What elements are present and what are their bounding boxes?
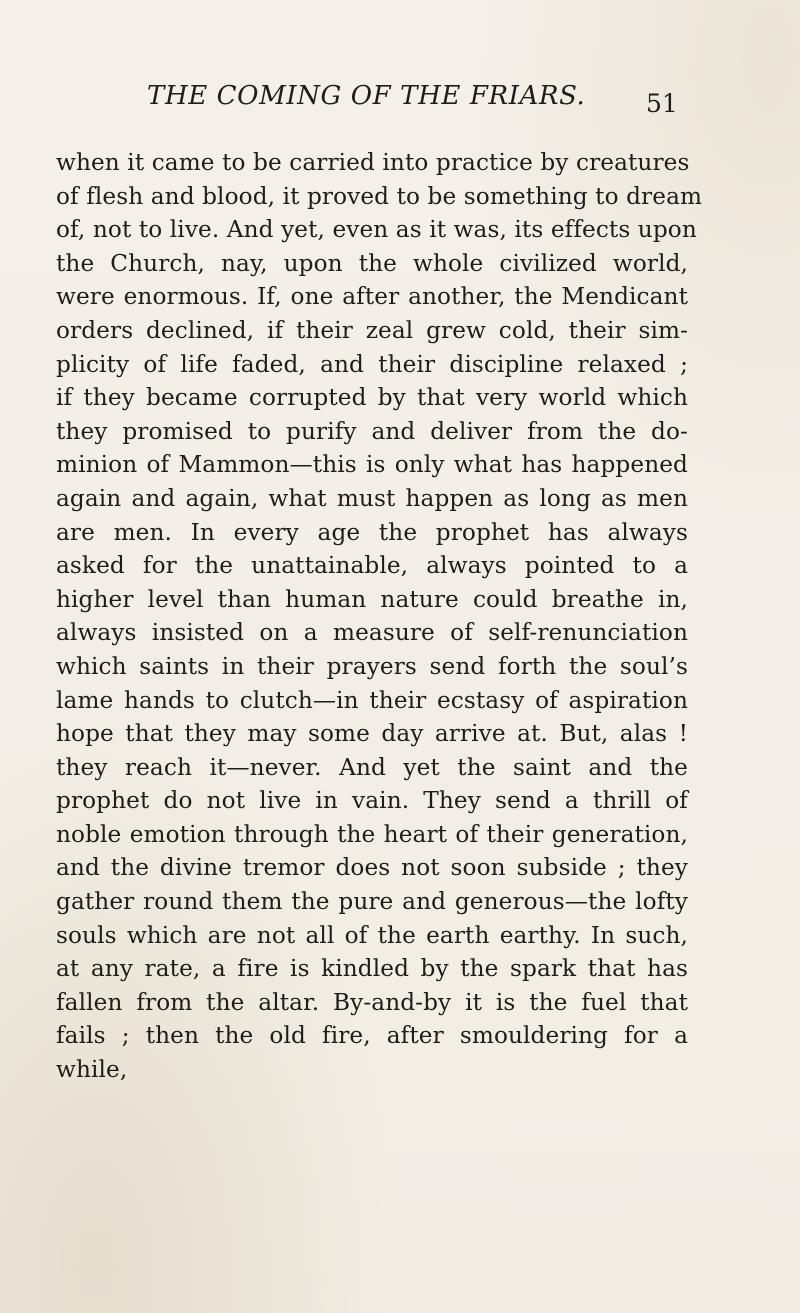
text-line-14: higher level than human nature could breathe in, xyxy=(56,585,688,613)
text-line-2: of flesh and blood, it proved to be something to dream xyxy=(56,182,703,210)
text-line-20: prophet do not live in vain. They send a thrill of xyxy=(56,787,688,815)
text-line-7: plicity of life faded, and their discipline relaxed ; xyxy=(56,350,688,378)
text-line-19: they reach it—never. And yet the saint and the xyxy=(56,753,688,781)
text-line-25: at any rate, a fire is kindled by the spark that has xyxy=(56,955,688,983)
text-line-17: lame hands to clutch—in their ecstasy of aspiration xyxy=(56,686,688,714)
page-number: 51 xyxy=(646,89,678,118)
text-line-23: gather round them the pure and generous—the lofty xyxy=(56,888,688,916)
text-line-8: if they became corrupted by that very world which xyxy=(56,384,688,412)
running-title: THE COMING OF THE FRIARS. xyxy=(147,81,586,111)
text-line-18: hope that they may some day arrive at. But, alas ! xyxy=(56,720,688,748)
running-head xyxy=(0,78,800,118)
text-line-22: and the divine tremor does not soon subside ; they xyxy=(56,854,688,882)
text-line-21: noble emotion through the heart of their generation, xyxy=(56,820,688,848)
text-line-24: souls which are not all of the earth earthy. In such, xyxy=(56,921,688,949)
text-line-1: when it came to be carried into practice by creatures xyxy=(56,149,690,176)
text-line-13: asked for the unattainable, always pointed to a xyxy=(56,552,688,580)
text-line-3: of, not to live. And yet, even as it was, its effects upon xyxy=(56,216,697,244)
text-line-15: always insisted on a measure of self-renunciation xyxy=(56,619,688,647)
text-line-9: they promised to purify and deliver from the do- xyxy=(56,417,688,445)
body-paragraph xyxy=(56,146,703,1084)
text-line-27: fails ; then the old fire, after smouldering for a while, xyxy=(56,1022,688,1084)
text-line-26: fallen from the altar. By-and-by it is the fuel that xyxy=(56,988,688,1016)
text-line-4: the Church, nay, upon the whole civilized world, xyxy=(56,249,688,277)
text-line-16: which saints in their prayers send forth the soul’s xyxy=(56,652,688,680)
text-line-6: orders declined, if their zeal grew cold, their sim- xyxy=(56,316,688,344)
text-line-5: were enormous. If, one after another, the Mendicant xyxy=(56,283,688,311)
text-line-10: minion of Mammon—this is only what has happened xyxy=(56,451,688,479)
text-line-11: again and again, what must happen as long as men xyxy=(56,484,688,512)
text-line-12: are men. In every age the prophet has always xyxy=(56,518,688,546)
